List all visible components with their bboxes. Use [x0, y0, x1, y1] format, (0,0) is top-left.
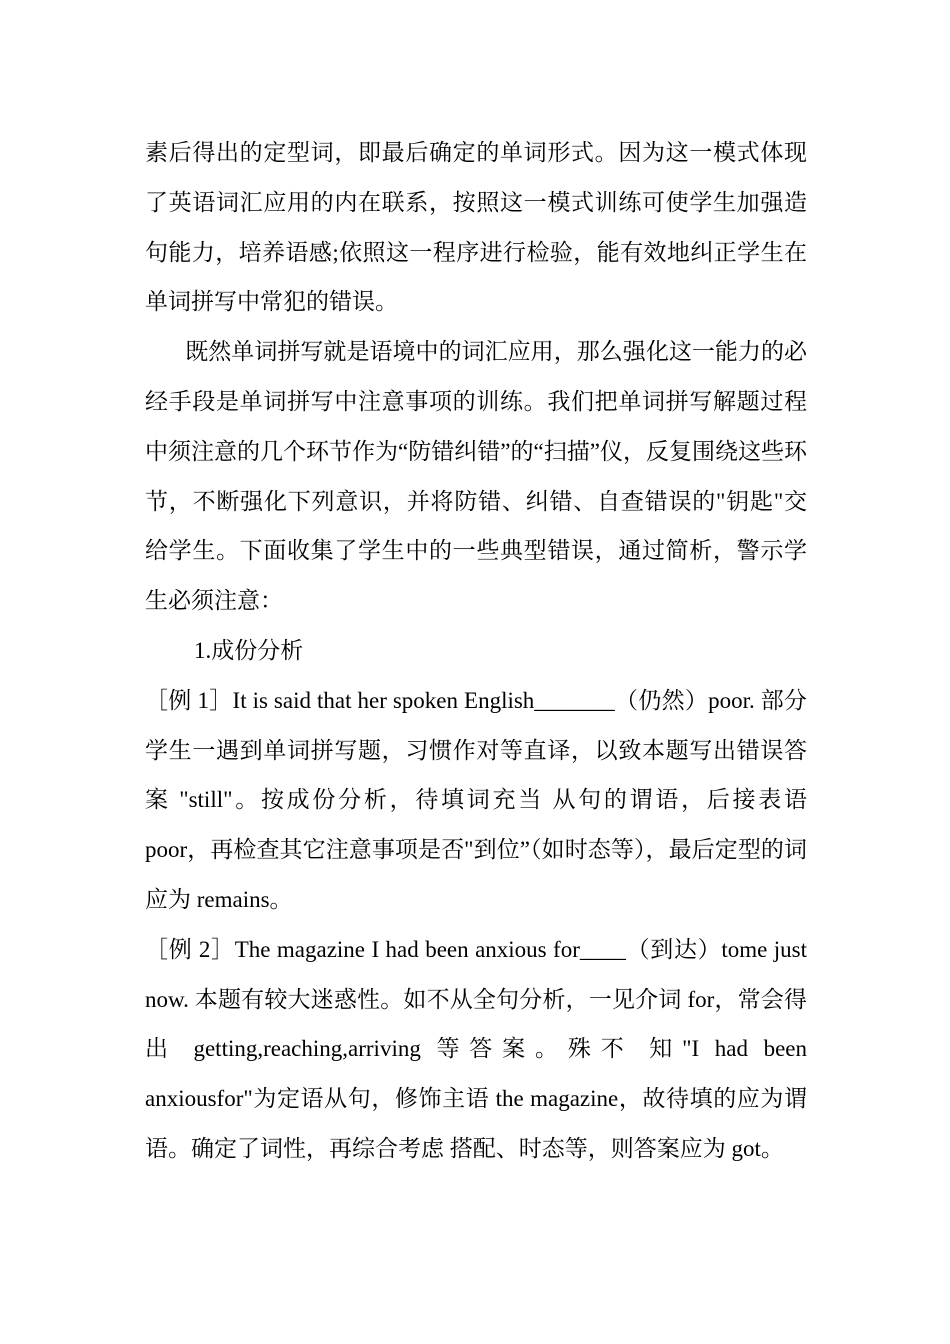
example-1: ［例 1］It is said that her spoken English_______（仍然）poor. 部分学生一遇到单词拼写题，习惯作对等直译，以致本题写出错误答案 "still"。按成份分析，待填词充当 从句的谓语，后接表语 poor，再检查其它注意事项是否"到位”（如时态等），最后定型的词应为 remains。: [145, 687, 807, 912]
document-body: [145, 128, 807, 1174]
paragraph-intro: 既然单词拼写就是语境中的词汇应用，那么强化这一能力的必经手段是单词拼写中注意事项的训练。我们把单词拼写解题过程中须注意的几个环节作为“防错纠错”的“扫描”仪，反复围绕这些环节，不断强化下列意识，并将防错、纠错、自查错误的"钥匙"交给学生。下面收集了学生中的一些典型错误，通过简析，警示学生必须注意：: [145, 339, 807, 614]
example-2: ［例 2］The magazine I had been anxious for____（到达）tome just now. 本题有较大迷惑性。如不从全句分析，一见介词 for，常会得出 getting,reaching,arriving 等答案。殊不 知"I had been anxiousfor"为定语从句，修饰主语 the magazine，故待填的应为谓语。确定了词性，再综合考虑 搭配、时态等，则答案应为 got。: [145, 936, 807, 1161]
section-heading: 1.成份分析: [194, 637, 304, 663]
paragraph-continuation: 素后得出的定型词，即最后确定的单词形式。因为这一模式体现了英语词汇应用的内在联系，按照这一模式训练可使学生加强造句能力，培养语感;依照这一程序进行检验，能有效地纠正学生在单词拼写中常犯的错误。: [145, 140, 807, 315]
